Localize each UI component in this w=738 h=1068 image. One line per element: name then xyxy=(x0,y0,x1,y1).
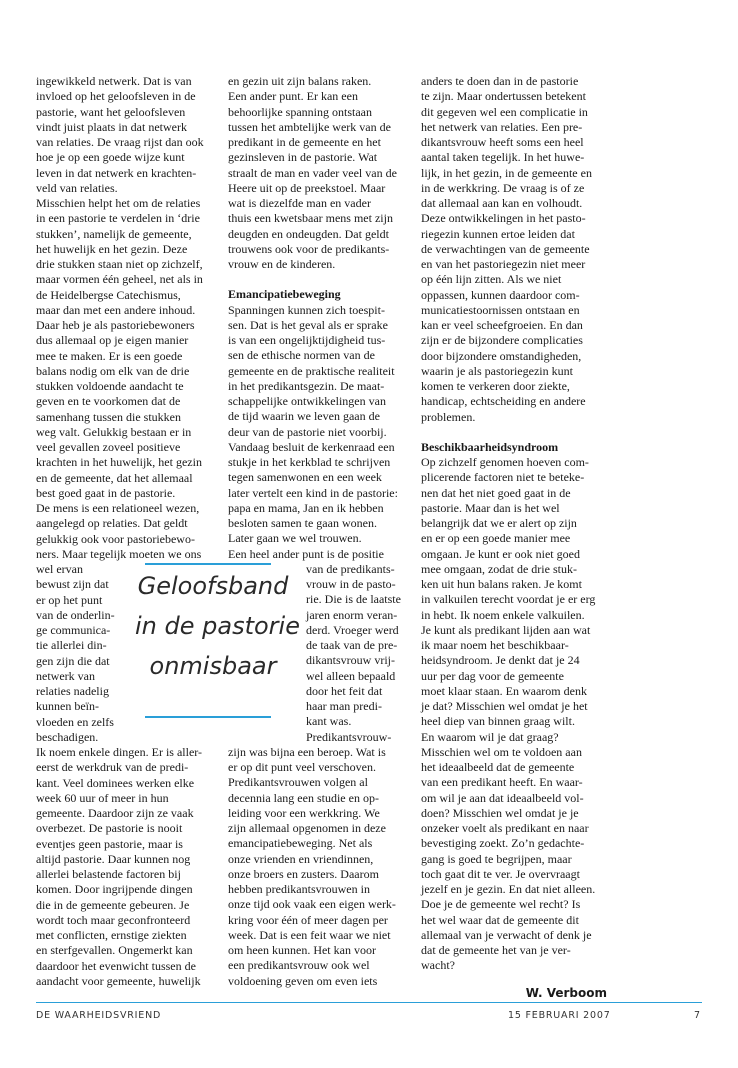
text-line: pastorie. Maar dan is het wel xyxy=(421,500,560,515)
text-line: anders te doen dan in de pastorie xyxy=(421,74,579,88)
text-line: krachten in het huwelijk, het gezin xyxy=(36,455,202,470)
text-line: vrouw in de pasto- xyxy=(306,577,396,591)
text-line: invloed op het geloofsleven in de xyxy=(36,89,196,104)
author-signature: W. Verboom xyxy=(525,986,607,1000)
text-line: Je kunt als predikant lijden aan wat xyxy=(421,622,591,637)
text-line: omgaan. Je kunt er ook niet goed xyxy=(421,546,580,561)
text-line: stukken voldoende aandacht te xyxy=(36,379,184,393)
column-3-lower-text xyxy=(421,455,607,974)
text-line: kring voor één of meer dagen per xyxy=(228,912,388,927)
text-line: onzeker voelt als predikant en naar xyxy=(421,821,589,835)
text-line: daardoor het evenwicht tussen de xyxy=(36,958,196,973)
text-line: bevestiging zoekt. Zo’n gedachte- xyxy=(421,836,585,851)
text-line: week. Dat is een feit waar we niet xyxy=(228,927,391,942)
text-line: doen? Misschien wel omdat je je xyxy=(421,805,579,820)
text-line: riegezin kunnen ertoe leiden dat xyxy=(421,226,575,241)
text-line: waarin je als pastoriegezin kunt xyxy=(421,363,573,378)
text-line: het huwelijk en het gezin. Deze xyxy=(36,241,188,256)
text-line: komen. Door ingrijpende dingen xyxy=(36,882,193,897)
text-line: van de predikants- xyxy=(306,561,395,576)
text-line: stukken’, namelijk de gemeente, xyxy=(36,226,192,241)
text-line: mee te maken. Er is een goede xyxy=(36,348,183,363)
text-line: plicerende factoren niet te beteke- xyxy=(421,470,585,485)
text-line: te zijn. Maar ondertussen betekent xyxy=(421,89,586,104)
pullquote-top-rule xyxy=(145,563,271,565)
text-line: belangrijk dat we er alert op zijn xyxy=(421,516,577,530)
pullquote-bottom-rule xyxy=(145,716,271,718)
text-line: aangelegd op relaties. Dat geldt xyxy=(36,516,188,531)
text-line: stukje in het kerkblad te schrijven xyxy=(228,455,391,469)
text-line: pastorie, want het geloofsleven xyxy=(36,104,186,119)
text-line: relaties nadelig xyxy=(36,684,109,698)
text-line: dit gegeven wel een complicatie in xyxy=(421,104,588,119)
text-line: het ideaalbeeld dat de gemeente xyxy=(421,760,575,774)
pullquote-line: Geloofsband xyxy=(137,572,289,600)
text-line: tussen het ambtelijke werk van de xyxy=(228,119,391,134)
text-line: emancipatiebeweging. Net als xyxy=(228,836,373,851)
text-line: vrouw en de kinderen. xyxy=(228,257,336,271)
text-line: en sterfgevallen. Ongemerkt kan xyxy=(36,943,193,958)
text-line: in hebt. Ik noem enkele valkuilen. xyxy=(421,607,585,622)
section-heading-beschikbaarheidsyndroom: Beschikbaarheidsyndroom xyxy=(421,439,559,454)
text-line: drie stukken staan niet op zichzelf, xyxy=(36,257,203,271)
text-line: besloten samen te gaan wonen. xyxy=(228,516,377,530)
text-line: en gezin uit zijn balans raken. xyxy=(228,74,372,88)
text-line: met conflicten, ernstige ziekten xyxy=(36,928,187,942)
text-line: heidsyndroom. Je denkt dat je 24 xyxy=(421,653,580,668)
text-line: Predikantsvrouw- xyxy=(306,729,392,744)
text-line: rie. Die is de laatste xyxy=(306,592,401,607)
text-line: kan er veel scheefgroeien. En dan xyxy=(421,318,583,332)
text-line: haar man predi- xyxy=(306,699,382,713)
pullquote xyxy=(135,566,300,686)
text-line: deugden en ondeugden. Dat geldt xyxy=(228,226,389,241)
pullquote-line: onmisbaar xyxy=(149,652,277,680)
text-line: om wil je aan dat ideaalbeeld vol- xyxy=(421,790,584,805)
text-line: sen. Dat is het geval als er sprake xyxy=(228,317,388,332)
text-line: predikant in de gemeente en het xyxy=(228,135,381,149)
text-line: in de werkkring. De vraag is of ze xyxy=(421,180,585,195)
text-line: komen te verkeren door ziekte, xyxy=(421,379,570,393)
text-line: ners. Maar tegelijk moeten we ons xyxy=(36,546,202,561)
column-2-upper-text xyxy=(228,74,410,272)
text-line: leiding voor een werkkring. We xyxy=(228,805,380,820)
text-line: en van het pastoriegezin niet meer xyxy=(421,257,586,271)
text-line: gelukkig ook voor pastoriebewo- xyxy=(36,531,195,546)
text-line: en er op een goede manier mee xyxy=(421,531,571,546)
text-line: de tijd waarin we leven gaan de xyxy=(228,409,380,424)
text-line: in een pastorie te verdelen in ‘drie xyxy=(36,211,200,226)
text-line: gezinsleven in de pastorie. Wat xyxy=(228,150,378,165)
text-line: wel ervan xyxy=(36,562,83,576)
text-line: derd. Vroeger werd xyxy=(306,622,399,637)
text-line: maar vormen één geheel, net als in xyxy=(36,272,203,287)
text-line: leven in dat netwerk en krachten- xyxy=(36,165,197,180)
text-line: voldoening geven om even iets xyxy=(228,973,378,988)
text-line: geven en te voorkomen dat de xyxy=(36,394,181,409)
text-line: door het feit dat xyxy=(306,683,383,698)
text-line: schappelijke ontwikkelingen van xyxy=(228,394,386,408)
text-line: overbezet. De pastorie is nooit xyxy=(36,821,183,836)
text-line: veel gevallen zoveel positieve xyxy=(36,440,181,454)
article-column-2 xyxy=(228,74,410,989)
text-line: deur van de pastorie niet voorbij. xyxy=(228,424,387,439)
pullquote-line: in de pastorie xyxy=(135,612,300,640)
text-line: Deze ontwikkelingen in het pasto- xyxy=(421,211,586,226)
text-line: het wel waar dat de gemeente dit xyxy=(421,912,579,927)
text-line: Spanningen kunnen zich toespit- xyxy=(228,302,385,317)
text-line: best goed gaat in de pastorie. xyxy=(36,485,176,500)
text-line: zijn was bijna een beroep. Wat is xyxy=(228,744,386,759)
text-line: oppassen, kunnen daardoor com- xyxy=(421,287,580,302)
text-line: dus allemaal op je eigen manier xyxy=(36,333,189,348)
column-2-lower-text xyxy=(228,745,410,989)
column-1-lower-text xyxy=(36,745,218,989)
text-line: hebben predikantsvrouwen in xyxy=(228,882,370,896)
text-line: moet klaar staan. En waarom denk xyxy=(421,683,587,698)
text-line: kunnen beïn- xyxy=(36,699,99,714)
column-3-upper-text xyxy=(421,74,607,425)
text-line: de verwachtingen van de gemeente xyxy=(421,241,590,256)
text-line: hoe je op een goede wijze kunt xyxy=(36,150,185,165)
text-line: heel diep van binnen graag wilt. xyxy=(421,714,575,729)
text-line: trouwens ook voor de predikants- xyxy=(228,241,390,256)
footer-date: 15 FEBRUARI 2007 xyxy=(508,1010,611,1021)
text-line: gen zijn die dat xyxy=(36,653,110,668)
text-line: beschadigen. xyxy=(36,729,99,744)
text-line: Vandaag besluit de kerkenraad een xyxy=(228,439,395,454)
text-line: door bijzondere omstandigheden, xyxy=(421,348,582,363)
text-line: tie allerlei din- xyxy=(36,638,107,653)
text-line: lijk, in het gezin, in de gemeente en xyxy=(421,165,592,180)
text-line: toch gaat dit te ver. Je overvraagt xyxy=(421,866,580,881)
text-line: Heere uit op de preekstoel. Maar xyxy=(228,180,386,195)
footer-rule xyxy=(36,1002,702,1003)
text-line: gemeente. Daardoor zijn ze vaak xyxy=(36,806,194,820)
column-2-middle-text xyxy=(228,303,410,562)
text-line: thuis een kwetsbaar mens met zijn xyxy=(228,211,393,226)
text-line: van de onderlin- xyxy=(36,607,115,622)
text-line: het netwerk van relaties. Een pre- xyxy=(421,119,583,134)
text-line: op één lijn zitten. Als we niet xyxy=(421,272,562,287)
text-line: jaren enorm veran- xyxy=(306,607,398,622)
text-line: je dat? Misschien wel omdat je het xyxy=(421,699,588,713)
text-line: sen de ethische normen van de xyxy=(228,348,375,363)
text-line: een predikantsvrouw ook wel xyxy=(228,958,370,973)
text-line: Misschien helpt het om de relaties xyxy=(36,196,201,210)
text-line: allerlei belastende factoren bij xyxy=(36,867,181,881)
text-line: wel alleen bepaald xyxy=(306,668,396,683)
text-line: eerst de werkdruk van de predi- xyxy=(36,760,189,775)
text-line: dat de gemeente het van je ver- xyxy=(421,943,571,957)
text-line: de taak van de pre- xyxy=(306,638,398,652)
text-line: in valkuilen terecht voordat je er erg xyxy=(421,592,596,607)
text-line: zijn er de bijzondere complicaties xyxy=(421,333,583,348)
article-column-3 xyxy=(421,74,607,974)
text-line: straalt de man en vader veel van de xyxy=(228,165,397,180)
text-line: wacht? xyxy=(421,958,455,973)
text-line: onze broers en zusters. Daarom xyxy=(228,866,379,881)
text-line: Een ander punt. Er kan een xyxy=(228,89,358,104)
text-line: dikantsvrouw vrij- xyxy=(306,653,395,668)
article-column-1 xyxy=(36,74,218,989)
footer-page-number: 7 xyxy=(694,1010,701,1021)
text-line: papa en mama, Jan en ik hebben xyxy=(228,500,384,515)
text-line: Misschien wel om te voldoen aan xyxy=(421,744,582,759)
text-line: eventjes geen pastorie, maar is xyxy=(36,836,183,851)
text-line: dikantsvrouw heeft soms een heel xyxy=(421,135,584,149)
text-line: vindt juist plaats in dat netwerk xyxy=(36,119,187,134)
text-line: allemaal van je verwacht of denk je xyxy=(421,927,592,942)
text-line: om heen kunnen. Het kan voor xyxy=(228,943,376,957)
text-line: De mens is een relationeel wezen, xyxy=(36,501,200,515)
text-line: Op zichzelf genomen hoeven com- xyxy=(421,455,589,469)
text-line: nen dat het niet goed gaat in de xyxy=(421,485,571,500)
text-line: ken uit hun balans raken. Je komt xyxy=(421,577,582,591)
text-line: Ik noem enkele dingen. Er is aller- xyxy=(36,745,203,759)
text-line: onze vrienden en vriendinnen, xyxy=(228,851,374,866)
text-line: veld van relaties. xyxy=(36,180,118,195)
text-line: behoorlijke spanning ontstaan xyxy=(228,104,372,119)
text-line: mee omgaan, zodat de drie stuk- xyxy=(421,561,577,576)
text-line: jezelf en je gezin. En dat niet alleen. xyxy=(421,882,596,896)
text-line: wat is diezelfde man en vader xyxy=(228,196,371,210)
text-line: Daar heb je als pastoriebewoners xyxy=(36,318,195,332)
text-line: die in de gemeente gebeuren. Je xyxy=(36,897,190,912)
text-line: week 60 uur of meer in hun xyxy=(36,790,169,805)
text-line: samenhang tussen die stukken xyxy=(36,409,181,424)
text-line: wordt toch maar geconfronteerd xyxy=(36,912,191,927)
text-line: onze tijd ook vaak een eigen werk- xyxy=(228,897,396,912)
text-line: dat allemaal aan kan en volhoudt. xyxy=(421,196,583,210)
text-line: aandacht voor gemeente, huwelijk xyxy=(36,973,201,988)
text-line: bewust zijn dat xyxy=(36,577,109,592)
text-line: kant was. xyxy=(306,714,352,729)
text-line: municatiestoornissen ontstaan en xyxy=(421,302,580,317)
text-line: En waarom wil je dat graag? xyxy=(421,729,559,744)
text-line: van relaties. De vraag rijst dan ook xyxy=(36,135,204,149)
footer-publication: DE WAARHEIDSVRIEND xyxy=(36,1010,162,1021)
text-line: weg valt. Gelukkig bestaan er in xyxy=(36,424,192,439)
text-line: Predikantsvrouwen volgen al xyxy=(228,775,368,790)
text-line: van een predikant heeft. En waar- xyxy=(421,775,583,790)
text-line: altijd pastorie. Daar kunnen nog xyxy=(36,851,191,866)
text-line: gang is goed te begrijpen, maar xyxy=(421,851,572,866)
text-line: gemeente en de praktische realiteit xyxy=(228,363,395,378)
text-line: tegen samenwonen en een week xyxy=(228,470,382,485)
text-line: is van een ongelijktijdigheid tus- xyxy=(228,333,386,347)
text-line: zijn allemaal opgenomen in deze xyxy=(228,821,386,835)
text-line: ge communica- xyxy=(36,623,111,637)
text-line: balans nodig om elk van de drie xyxy=(36,363,190,378)
text-line: netwerk van xyxy=(36,668,95,683)
text-line: er op het punt xyxy=(36,592,103,607)
text-line: decennia lang een studie en op- xyxy=(228,790,379,805)
text-line: er op dit punt veel verschoven. xyxy=(228,760,376,774)
text-line: kant. Veel dominees werken elke xyxy=(36,775,195,790)
text-line: ik maar noem het beschikbaar- xyxy=(421,638,569,652)
text-line: de Heidelbergse Catechismus, xyxy=(36,287,181,302)
text-line: Later gaan we wel trouwen. xyxy=(228,531,362,546)
section-heading-emancipatiebeweging: Emancipatiebeweging xyxy=(228,287,341,302)
text-line: vloeden en zelfs xyxy=(36,714,114,729)
text-line: aantal taken tegelijk. In het huwe- xyxy=(421,150,585,165)
text-line: in het predikantsgezin. De maat- xyxy=(228,378,385,393)
text-line: later vertelt een kind in de pastorie: xyxy=(228,485,398,500)
text-line: maar dan met een andere inhoud. xyxy=(36,302,196,317)
text-line: en de gemeente, dat het allemaal xyxy=(36,470,193,485)
text-line: uur per dag voor de gemeente xyxy=(421,668,564,683)
text-line: handicap, echtscheiding en andere xyxy=(421,394,586,409)
text-line: problemen. xyxy=(421,409,476,424)
text-line: ingewikkeld netwerk. Dat is van xyxy=(36,74,192,88)
text-line: Een heel ander punt is de positie xyxy=(228,546,384,561)
text-line: Doe je de gemeente wel recht? Is xyxy=(421,897,581,912)
